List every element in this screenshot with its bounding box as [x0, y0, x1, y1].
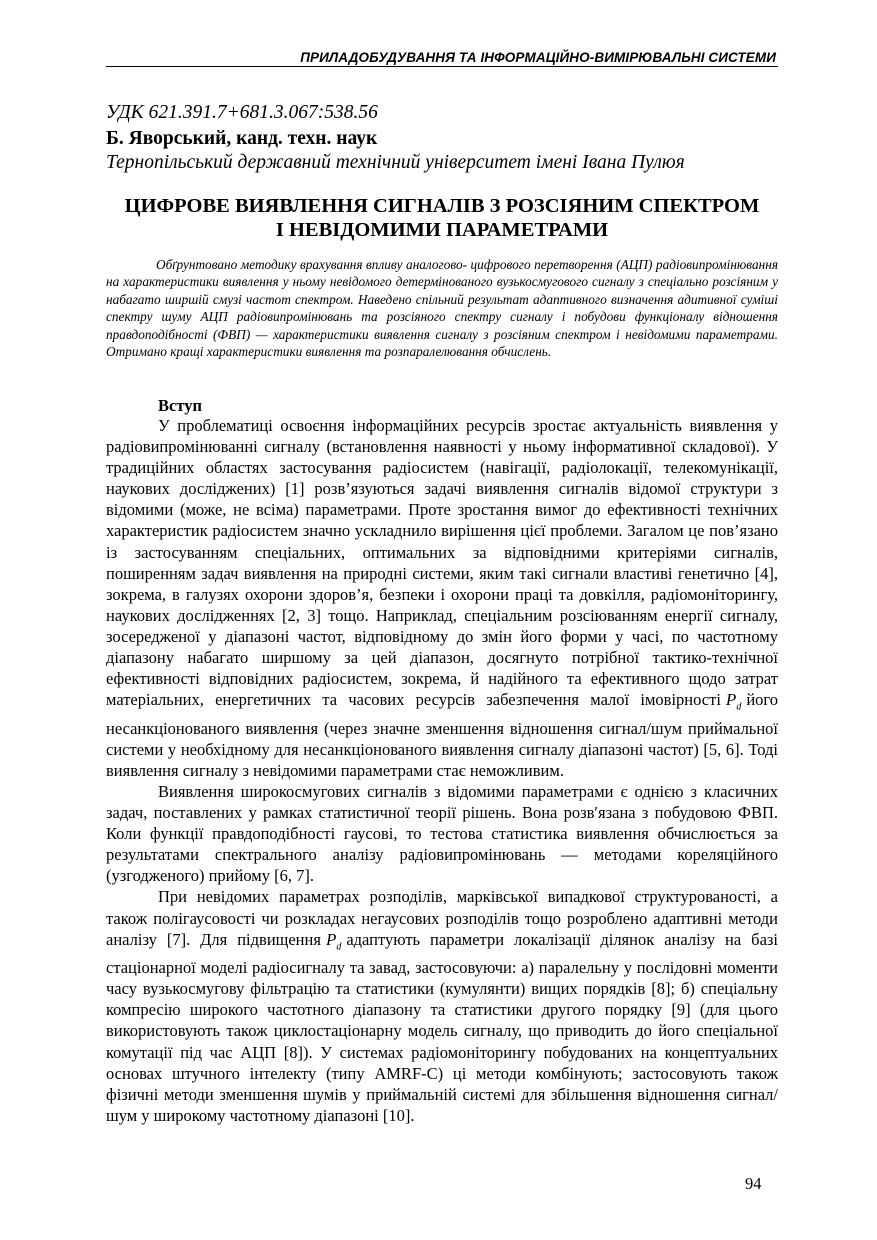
paragraph-3-text-a: При невідомих параметрах розподілів, марківської випадкової структурованості, а також полігаусовості чи розкладах негаусових розподілів тощо розроблено адаптивні методи аналізу [7]. Для підвищення: [106, 887, 778, 949]
paragraph-3-text-b: адаптують параметри локалізації ділянок аналізу на базі стаціонарної моделі радіосигналу та завад, застосовуючи: а) паралельну у послідовні моменти часу вузькосмугову фільтрацію та статистики (кумулянти) вищих порядків [8]; б) спеціальну компресію широкого частотного діапазону та статистики другого порядку [9] (для цього використовують також циклостаціонарну модель сигналу, що приводить до його спеціальної комутації під час АЦП [8]). У системах радіомоніторингу побудованих на концептуальних основах штучного інтелекту (типу AMRF-C) ці методи комбінують; застосовують також фізичні методи зменшення шумів у приймальній системі для збільшення відношення сигнал/шум у широкому частотному діапазоні [10].: [106, 929, 778, 1125]
paragraph-1-text-a: У проблематиці освоєння інформаційних ресурсів зростає актуальність виявлення у радіовипромінюванні сигналу (встановлення наявності у ньому інформативної складової). У традиційних областях застосування радіосистем (навігації, радіолокації, телекомунікації, наукових досліджених) [1] розв’язуються задачі виявлення сигналів відомої структури з відомими (може, не всіма) параметрами. Проте зростання вимог до ефективності технічних характеристик радіосистем значно ускладнило вирішення цієї проблеми. Загалом це пов’язано із застосуванням спеціальних, оптимальних за відповідними критеріями сигналів, поширенням задач виявлення на природні системи, яким такі сигнали властиві генетично [4], зокрема, в галузях охорони здоров’я, безпеки і охорони праці та довкілля, радіомоніторингу, наукових дослідженнях [2, 3] тощо. Наприклад, спеціальним розсіюванням енергії сигналу, зосередженої у діапазоні частот, відповідному до змін його форми у часі, по частотному діапазону набагато ширшому за цей діапазон, досягнуто потрібної тактико-технічної ефективності відповідних радіосистем, зокрема, й надійного та ефективного щодо затрат матеріальних, енергетичних та часових ресурсів забезпечення малої імовірності: [106, 416, 778, 710]
article-title: [106, 194, 778, 242]
section-heading: Вступ: [158, 396, 202, 415]
header-rule: [106, 66, 778, 67]
page-number: 94: [745, 1174, 762, 1193]
paragraph-1: [106, 415, 778, 781]
paragraph-2: Виявлення широкосмугових сигналів з відомими параметрами є однією з класичних задач, поставлених у рамках статистичної теорії рішень. Вона розв′язана з побудовою ФВП. Коли функції правдоподібності гаусові, то тестова статистика виявлення обчислюється за результатами спектрального аналізу радіовипромінювань — методами кореляційного (узгодженого) прийому [6, 7].: [106, 781, 778, 886]
udk-code: УДК 621.391.7+681.3.067:538.56: [106, 102, 378, 123]
author-line: Б. Яворський, канд. техн. наук: [106, 128, 378, 149]
running-header: ПРИЛАДОБУДУВАННЯ ТА ІНФОРМАЦІЙНО-ВИМІРЮВАЛЬНІ СИСТЕМИ: [300, 50, 776, 65]
article-body: [106, 415, 778, 1126]
title-line-1: ЦИФРОВЕ ВИЯВЛЕННЯ СИГНАЛІВ З РОЗСІЯНИМ СПЕКТРОМ: [124, 195, 760, 217]
pd-symbol: $P_d$: [725, 690, 742, 713]
affiliation-line: Тернопільський державний технічний університет імені Івана Пулюя: [106, 152, 685, 173]
title-line-2: І НЕВІДОМИМИ ПАРАМЕТРАМИ: [275, 219, 609, 241]
pd-symbol: $P_d$: [325, 929, 342, 953]
paragraph-1-text-b: його несанкціонованого виявлення (через значне зменшення відношення сигнал/шум приймальної системи у необхідному для несанкціонованого виявлення сигналу діапазоні частот) [5, 6]. Тоді виявлення сигналу з невідомими параметрами стає неможливим.: [106, 690, 778, 780]
paragraph-3: [106, 886, 778, 1125]
abstract: Обґрунтовано методику врахування впливу аналогово- цифрового перетворення (АЦП) радіовипромінювання на характеристики виявлення у ньому невідомого детермінованого вузькосмугового сигналу з спеціально розсіяним у набагато ширшій смузі частот спектром. Наведено спільний результат адаптивного визначення адитивної суміші спектру шуму АЦП радіовипромінювань та розсіяного спектру сигналу і побудови функціоналу відношення правдоподібності (ФВП) — характеристики виявлення сигналу з розсіяним спектром і невідомими параметрами. Отримано кращі характеристики виявлення та розпаралелювання обчислень.: [106, 257, 778, 360]
